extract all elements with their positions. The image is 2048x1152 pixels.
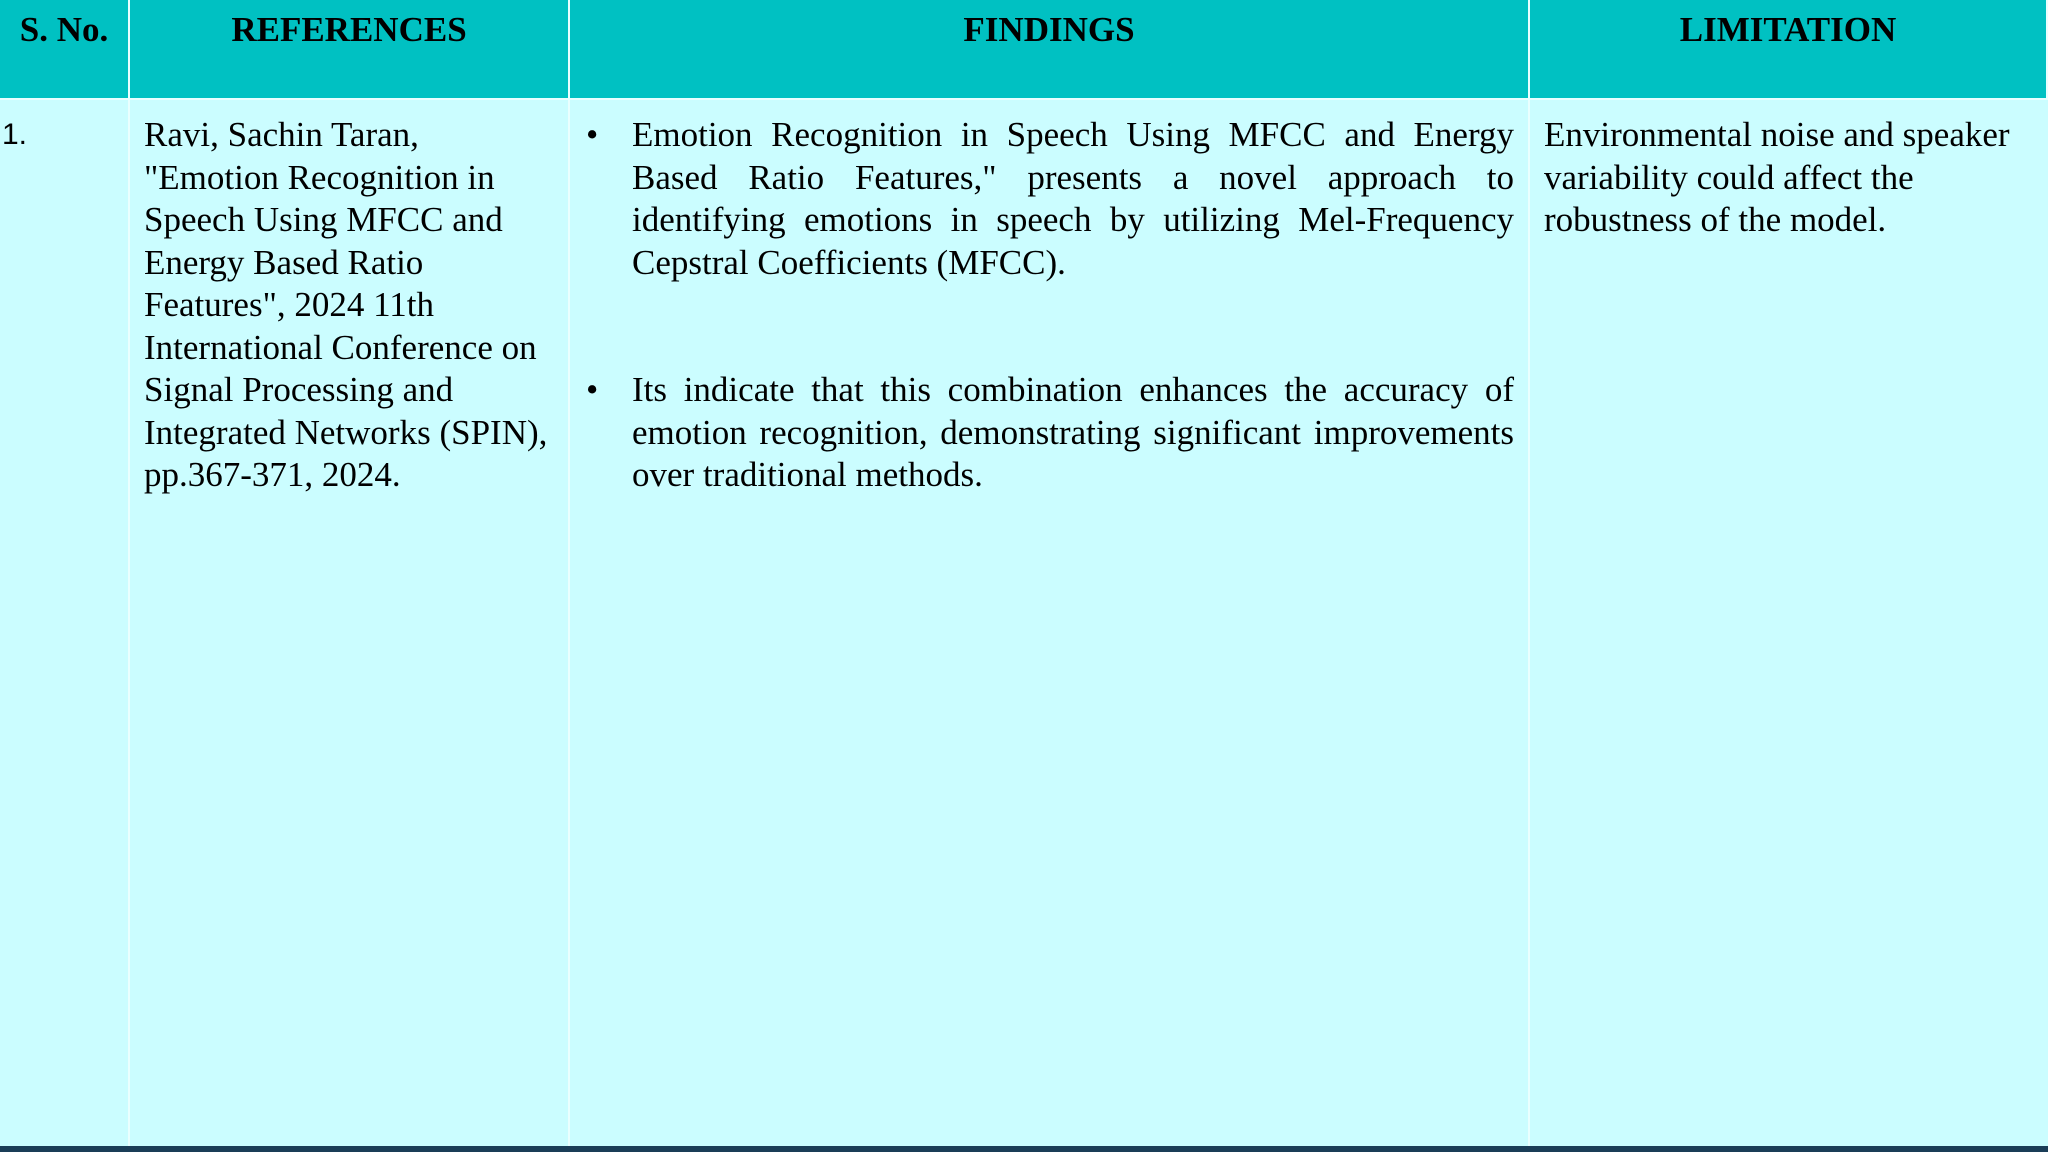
bullet-icon: • <box>586 370 599 409</box>
findings-text: Emotion Recognition in Speech Using MFCC and Energy Based Ratio Features," presents a novel approach to identifying emotions in speech by utilizing Mel-Frequency Cepstral Coefficients (MFCC). <box>632 115 1514 282</box>
cell-sno: 1. <box>0 100 130 1146</box>
header-references: REFERENCES <box>130 0 570 100</box>
header-sno: S. No. <box>0 0 130 100</box>
findings-list <box>584 114 1514 497</box>
header-limitation: LIMITATION <box>1530 0 2048 100</box>
bullet-icon: • <box>586 115 599 154</box>
findings-item <box>584 369 1514 497</box>
cell-findings <box>570 100 1530 1146</box>
bottom-bar <box>0 1146 2048 1152</box>
cell-reference: Ravi, Sachin Taran, "Emotion Recognition in Speech Using MFCC and Energy Based Ratio Features", 2024 11th International Conference on Signal Processing and Integrated Networks (SPIN), pp.367-371, 2024. <box>130 100 570 1146</box>
cell-limitation: Environmental noise and speaker variability could affect the robustness of the model. <box>1530 100 2048 1146</box>
findings-item <box>584 114 1514 284</box>
header-findings: FINDINGS <box>570 0 1530 100</box>
findings-text: Its indicate that this combination enhances the accuracy of emotion recognition, demonstrating significant improvements over traditional methods. <box>632 370 1514 494</box>
